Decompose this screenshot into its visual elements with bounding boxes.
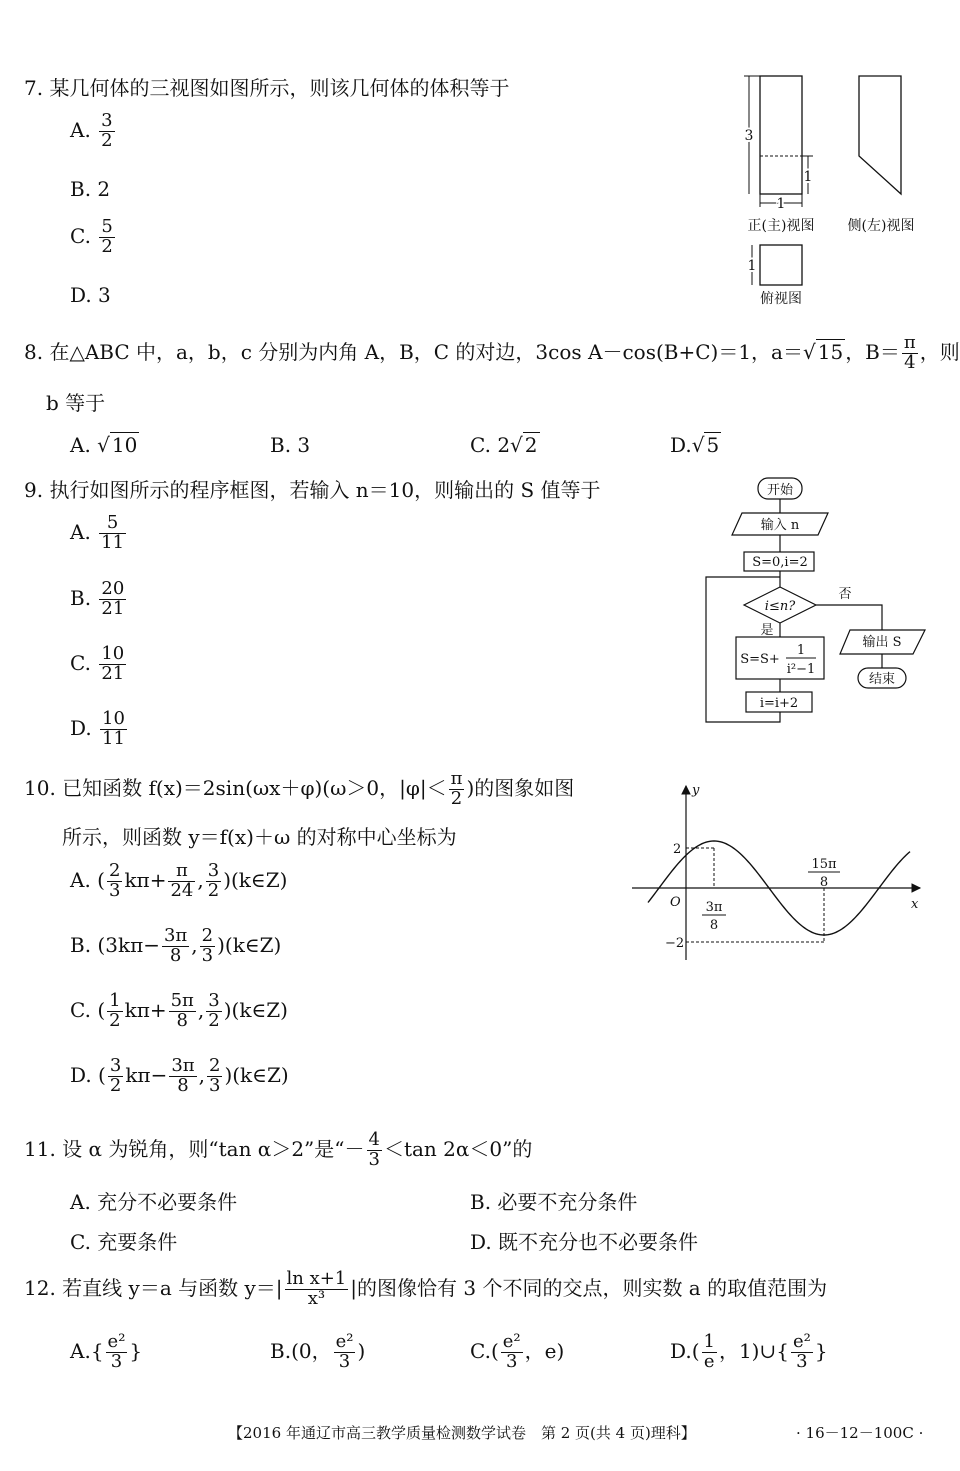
side-view-label: 侧(左)视图: [847, 218, 915, 234]
flow-cond: i≤n?: [764, 599, 796, 614]
flow-output: 输出 S: [862, 635, 902, 650]
graph-x-label: x: [911, 897, 919, 912]
top-view-rect: [760, 245, 802, 285]
q7-three-view-figure: [735, 70, 935, 310]
flow-start: 开始: [766, 483, 794, 498]
graph-y-bottom: −2: [665, 936, 685, 951]
q12-option-d[interactable]: D.( $\frac{1}{e}$ ，1)∪{ $\frac{\text{e²}}{3}$ }: [670, 1331, 828, 1372]
q10-option-a[interactable]: A. ( $\frac{2}{3}$ kπ+ $\frac{\pi}{24}$ , $\frac{3}{2}$ )(k∈Z): [70, 860, 288, 901]
q7-option-b[interactable]: B. 2: [70, 177, 111, 201]
q11-stem: 11. 设 α 为锐角，则“tan α＞2”是“－ $\frac{4}{3}$ ＜tan 2α＜0”的: [24, 1129, 533, 1170]
q8-stem: 8. 在△ABC 中，a，b，c 分别为内角 A，B，C 的对边，3cos A－cos(B+C)＝1，a＝√ 15 ，B＝ $\frac{\pi}{4}$ ，则: [24, 332, 960, 373]
graph-x1-den: 8: [709, 918, 719, 933]
q7-option-d[interactable]: D. 3: [70, 283, 111, 307]
q12-option-b[interactable]: B.(0， $\frac{\text{e²}}{3}$ ): [270, 1331, 366, 1372]
q11-option-a[interactable]: A. 充分不必要条件: [70, 1190, 238, 1214]
flow-end: 结束: [868, 672, 896, 687]
flow-inc: i=i+2: [759, 696, 799, 711]
graph-x2-den: 8: [819, 875, 829, 890]
q8-option-a[interactable]: A. √ 10: [70, 433, 138, 457]
top-view-label: 俯视图: [760, 291, 802, 307]
flow-body-den: i²−1: [786, 662, 816, 677]
dim-lower: 1: [803, 169, 813, 185]
flow-body-num: 1: [796, 643, 806, 658]
q9-option-a[interactable]: A. $\frac{5}{11}$: [70, 512, 125, 553]
q11-option-c[interactable]: C. 充要条件: [70, 1230, 178, 1254]
q8-option-b[interactable]: B. 3: [270, 433, 311, 457]
q10-option-c[interactable]: C. ( $\frac{1}{2}$ kπ+ $\frac{5\pi}{8}$ , $\frac{3}{2}$ )(k∈Z): [70, 990, 288, 1031]
front-view-rect: [760, 76, 802, 194]
q9-stem: 9. 执行如图所示的程序框图，若输入 n＝10，则输出的 S 值等于: [24, 478, 601, 502]
q12-option-a[interactable]: A.{ $\frac{\text{e²}}{3}$ }: [70, 1331, 143, 1372]
side-view-shape: [859, 76, 901, 194]
q9-option-d[interactable]: D. $\frac{10}{11}$: [70, 708, 125, 749]
q9-option-c[interactable]: C. $\frac{10}{21}$: [70, 643, 125, 684]
graph-y-top: 2: [673, 842, 682, 857]
q12-option-c[interactable]: C.( $\frac{\text{e²}}{3}$ ，e): [470, 1331, 565, 1372]
flow-no: 否: [838, 587, 852, 602]
q11-option-b[interactable]: B. 必要不充分条件: [470, 1190, 638, 1214]
flow-init: S=0,i=2: [752, 555, 808, 570]
dim-width: 1: [776, 196, 786, 212]
q10-sine-graph: [628, 780, 928, 970]
graph-x2-num: 15π: [811, 857, 837, 872]
q7-stem: 7. 某几何体的三视图如图所示，则该几何体的体积等于: [24, 76, 510, 100]
q10-option-b[interactable]: B. (3kπ− $\frac{3\pi}{8}$ , $\frac{2}{3}$ )(k∈Z): [70, 925, 282, 966]
q9-flowchart: [700, 474, 935, 729]
q10-stem: 10. 已知函数 f(x)＝2sin(ωx＋φ)(ω＞0，|φ|＜ $\frac{\pi}{2}$ )的图象如图: [24, 768, 575, 809]
dim-top: 1: [747, 258, 757, 274]
graph-origin: O: [670, 895, 681, 910]
q10-option-d[interactable]: D. ( $\frac{3}{2}$ kπ− $\frac{3\pi}{8}$ , $\frac{2}{3}$ )(k∈Z): [70, 1055, 289, 1096]
q11-option-d[interactable]: D. 既不充分也不必要条件: [470, 1230, 699, 1254]
flow-yes: 是: [760, 623, 774, 638]
dim-height: 3: [744, 128, 754, 144]
q10-stem-line2: 所示，则函数 y＝f(x)＋ω 的对称中心坐标为: [62, 825, 457, 849]
q7-option-c[interactable]: C. $\frac{5}{2}$: [70, 216, 113, 257]
q8-option-c[interactable]: C. 2√ 2: [470, 433, 538, 457]
q9-option-b[interactable]: B. $\frac{20}{21}$: [70, 578, 125, 619]
flow-body-left: S=S+: [740, 652, 780, 667]
graph-x1-num: 3π: [705, 900, 723, 915]
graph-y-label: y: [692, 783, 700, 798]
q8-stem-line2: b 等于: [46, 391, 106, 415]
q12-stem: 12. 若直线 y＝a 与函数 y＝| $\frac{\text{ln x+1}}{\text{x³}}$ |的图像恰有 3 个不同的交点，则实数 a 的取值范围为: [24, 1268, 828, 1309]
flow-input: 输入 n: [760, 518, 800, 533]
q8-option-d[interactable]: D.√ 5: [670, 433, 720, 457]
footer-code: · 16－12－100C ·: [796, 1424, 924, 1442]
front-view-label: 正(主)视图: [747, 218, 815, 234]
footer-title: 【2016 年通辽市高三教学质量检测数学试卷 第 2 页(共 4 页)理科】: [228, 1424, 696, 1442]
q7-option-a[interactable]: A. $\frac{3}{2}$: [70, 110, 113, 151]
